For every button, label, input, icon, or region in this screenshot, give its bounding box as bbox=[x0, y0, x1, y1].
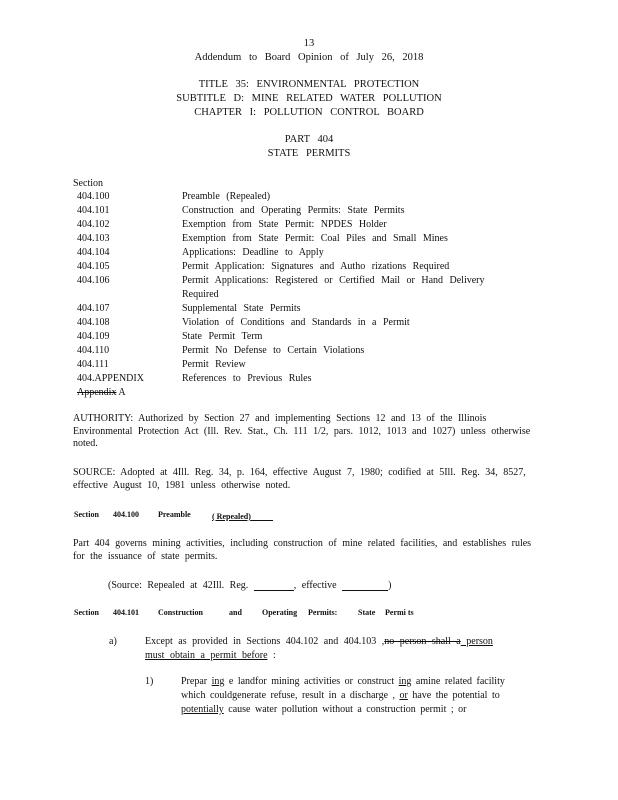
authority-paragraph: AUTHORITY: Authorized by Section 27 and implementing Sections 12 and 13 of the Illinois Environmental Protection Act (Ill. Rev. Stat., Ch. 111 1/2, pars. 1012, 1013 and 1027) unless otherwise noted. bbox=[73, 413, 531, 449]
item-1-text: amine related facility bbox=[411, 676, 505, 687]
toc-title: References to Previous Rules bbox=[182, 373, 312, 384]
toc-title: Permit Review bbox=[182, 359, 246, 370]
toc-section-label: Section bbox=[73, 178, 103, 189]
toc-number: 404.111 bbox=[77, 359, 109, 370]
section-404-100-number: 404.100 bbox=[113, 510, 139, 519]
section-404-101-number: 404.101 bbox=[113, 608, 139, 617]
toc-title: Construction and Operating Permits: State Permits bbox=[182, 205, 405, 216]
toc-title: Permit Application: Signatures and Autho rizations Required bbox=[182, 261, 450, 272]
toc-title: Supplemental State Permits bbox=[182, 303, 301, 314]
source-repealed-line bbox=[108, 580, 391, 591]
item-1-text: cause water pollution without a construction permit ; or bbox=[223, 704, 467, 715]
item-a-label: a) bbox=[109, 636, 117, 647]
blank-line bbox=[251, 510, 273, 521]
source-repealed-text: (Source: Repealed at 42Ill. Reg. bbox=[108, 580, 249, 591]
section-404-100-label: Section bbox=[74, 510, 99, 519]
underlined-text: ( Repealed) bbox=[212, 512, 251, 521]
chapter-line: CHAPTER I: POLLUTION CONTROL BOARD bbox=[194, 107, 424, 118]
subtitle-line: SUBTITLE D: MINE RELATED WATER POLLUTION bbox=[176, 93, 442, 104]
page-number: 13 bbox=[303, 38, 315, 49]
underlined-text: ing bbox=[211, 676, 225, 687]
section-404-100-body: Part 404 governs mining activities, including construction of mine related facilities, and establishes rules for the issuance of state permits. bbox=[73, 538, 532, 562]
toc-title: Exemption from State Permit: NPDES Holder bbox=[182, 219, 387, 230]
toc-title: Preamble (Repealed) bbox=[182, 191, 271, 202]
toc-title: Violation of Conditions and Standards in a Permit bbox=[182, 317, 410, 328]
blank-line bbox=[254, 580, 294, 591]
source-paragraph: SOURCE: Adopted at 4Ill. Reg. 34, p. 164, effective August 7, 1980; codified at 5Ill. Reg. 34, 8527, effective August 10, 1981 unless otherwise noted. bbox=[73, 467, 526, 491]
item-a-line-2 bbox=[145, 650, 276, 661]
toc-title: Permit No Defense to Certain Violations bbox=[182, 345, 365, 356]
section-404-100-title: Preamble bbox=[158, 510, 191, 519]
item-a-text: Except as provided in Sections 404.102 and 404.103 , bbox=[145, 636, 385, 647]
underlined-text: person bbox=[460, 636, 493, 647]
toc-number: 404.109 bbox=[77, 331, 110, 342]
toc-number: 404.103 bbox=[77, 233, 110, 244]
toc-number: 404.101 bbox=[77, 205, 110, 216]
appendix-letter: A bbox=[116, 387, 126, 398]
item-a-line bbox=[145, 636, 493, 647]
toc-title: Applications: Deadline to Apply bbox=[182, 247, 324, 258]
toc-title: Required bbox=[182, 289, 219, 300]
item-1-line-1 bbox=[181, 676, 505, 687]
section-404-101-title-word: and bbox=[229, 608, 242, 617]
toc-number: 404.106 bbox=[77, 275, 110, 286]
section-404-101-title-word: Operating bbox=[262, 608, 298, 617]
toc-number: 404.APPENDIX bbox=[77, 373, 144, 384]
toc-number: 404.107 bbox=[77, 303, 110, 314]
toc-title: Permit Applications: Registered or Certified Mail or Hand Delivery bbox=[182, 275, 485, 286]
toc-appendix-entry bbox=[77, 387, 126, 398]
addendum-line: Addendum to Board Opinion of July 26, 2018 bbox=[194, 52, 424, 63]
underlined-text: ing bbox=[398, 676, 412, 687]
item-1-text: which couldgenerate refuse, result in a discharge , bbox=[181, 690, 400, 701]
toc-number: 404.100 bbox=[77, 191, 110, 202]
blank-line bbox=[342, 580, 388, 591]
toc-number: 404.102 bbox=[77, 219, 110, 230]
item-1-line-3 bbox=[181, 704, 466, 715]
item-a-colon: : bbox=[267, 650, 276, 661]
title-line: TITLE 35: ENVIRONMENTAL PROTECTION bbox=[198, 79, 420, 90]
source-close-paren: ) bbox=[388, 580, 392, 591]
toc-number: 404.105 bbox=[77, 261, 110, 272]
section-404-101-title-word: Construction bbox=[158, 608, 203, 617]
struck-text: Appendix bbox=[77, 387, 117, 398]
underlined-text: potentially bbox=[181, 704, 224, 715]
underlined-text: or bbox=[399, 690, 408, 701]
underlined-text: must obtain a permit before bbox=[145, 650, 268, 661]
toc-number: 404.110 bbox=[77, 345, 110, 356]
item-1-line-2 bbox=[181, 690, 500, 701]
section-404-101-title-word: State bbox=[358, 608, 376, 617]
item-1-text: e landfor mining activities or construct bbox=[224, 676, 399, 687]
item-1-label: 1) bbox=[145, 676, 154, 687]
section-404-101-label: Section bbox=[74, 608, 99, 617]
section-404-101-title-word: Permits: bbox=[308, 608, 338, 617]
item-1-text: Prepar bbox=[181, 676, 212, 687]
part-title: STATE PERMITS bbox=[267, 148, 351, 159]
section-404-101-title-word: Permi ts bbox=[385, 608, 414, 617]
struck-text: no person shall a bbox=[384, 636, 461, 647]
toc-title: State Permit Term bbox=[182, 331, 263, 342]
part-heading: PART 404 bbox=[284, 134, 334, 145]
source-effective-text: , effective bbox=[293, 580, 337, 591]
toc-number: 404.104 bbox=[77, 247, 110, 258]
toc-title: Exemption from State Permit: Coal Piles and Small Mines bbox=[182, 233, 448, 244]
toc-number: 404.108 bbox=[77, 317, 110, 328]
item-1-text: have the potential to bbox=[407, 690, 500, 701]
section-404-100-note bbox=[212, 510, 273, 521]
